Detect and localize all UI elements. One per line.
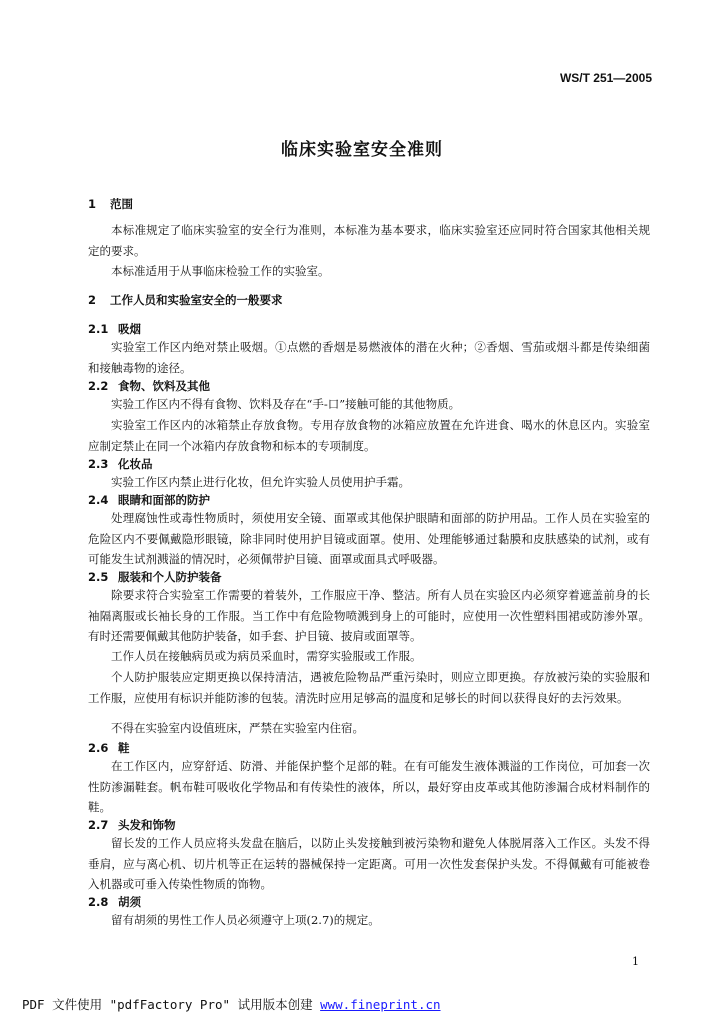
section-title: 服装和个人防护装备 bbox=[118, 570, 222, 584]
paragraph: 处理腐蚀性或毒性物质时，须使用安全镜、面罩或其他保护眼睛和面部的防护用品。工作人员在实验室的危险区内不要佩戴隐形眼镜，除非同时使用护目镜或面罩。使用、处理能够通过黏膜和皮肤感染的试剂，或有可能发生试剂溅溢的情况时，必须佩带护目镜、面罩或面具式呼吸器。 bbox=[88, 511, 650, 566]
section-number: 2.5 bbox=[88, 570, 109, 584]
section-2-4-heading bbox=[88, 492, 210, 508]
section-title: 范围 bbox=[110, 197, 133, 211]
section-title: 鞋 bbox=[118, 741, 130, 755]
paragraph: 实验工作区内禁止进行化妆，但允许实验人员使用护手霜。 bbox=[111, 475, 410, 489]
document-title: 临床实验室安全准则 bbox=[281, 140, 443, 160]
paragraph: 留长发的工作人员应将头发盘在脑后，以防止头发接触到被污染物和避免人体脱屑落入工作区。头发不得垂肩，应与离心机、切片机等正在运转的器械保持一定距离。可用一次性发套保护头发。不得佩戴有可能被卷入机器或可垂入传染性物质的饰物。 bbox=[88, 836, 650, 891]
section-number: 2 bbox=[88, 293, 97, 307]
fineprint-link[interactable]: www.fineprint.cn bbox=[320, 997, 441, 1012]
section-title: 化妆品 bbox=[118, 457, 153, 471]
section-2-8-heading bbox=[88, 894, 141, 910]
section-title: 食物、饮料及其他 bbox=[118, 379, 210, 393]
paragraph: 除要求符合实验室工作需要的着装外，工作服应干净、整洁。所有人员在实验区内必须穿着遮盖前身的长袖隔离服或长袖长身的工作服。当工作中有危险物喷溅到身上的可能时，应使用一次性塑料围裙或防渗外罩。有时还需要佩戴其他防护装备，如手套、护目镜、披肩或面罩等。 bbox=[88, 588, 650, 643]
paragraph: 实验室工作区内的冰箱禁止存放食物。专用存放食物的冰箱应放置在允许进食、喝水的休息区内。实验室应制定禁止在同一个冰箱内存放食物和标本的专项制度。 bbox=[88, 418, 650, 453]
pdf-factory-footer bbox=[22, 995, 441, 1013]
section-title: 胡须 bbox=[118, 895, 141, 909]
section-number: 2.8 bbox=[88, 895, 109, 909]
section-2-5-heading bbox=[88, 569, 222, 585]
footer-text: PDF 文件使用 "pdfFactory Pro" 试用版本创建 bbox=[22, 997, 313, 1012]
paragraph: 实验室工作区内绝对禁止吸烟。①点燃的香烟是易燃液体的潜在火种；②香烟、雪茄或烟斗都是传染细菌和接触毒物的途径。 bbox=[88, 340, 650, 375]
section-title: 吸烟 bbox=[118, 322, 141, 336]
section-number: 2.6 bbox=[88, 741, 109, 755]
section-number: 2.2 bbox=[88, 379, 109, 393]
section-2-6-heading bbox=[88, 740, 130, 756]
page-number: 1 bbox=[632, 955, 639, 968]
section-number: 1 bbox=[88, 197, 97, 211]
section-2-1-heading bbox=[88, 321, 141, 337]
section-number: 2.4 bbox=[88, 493, 109, 507]
paragraph: 不得在实验室内设值班床，严禁在实验室内住宿。 bbox=[111, 721, 364, 735]
section-2-2-heading bbox=[88, 378, 210, 394]
paragraph: 实验工作区内不得有食物、饮料及存在“手-口”接触可能的其他物质。 bbox=[111, 397, 461, 411]
paragraph: 个人防护服装应定期更换以保持清洁，遇被危险物品严重污染时，则应立即更换。存放被污染的实验服和工作服，应使用有标识并能防渗的包装。清洗时应用足够高的温度和足够长的时间以获得良好的去污效果。 bbox=[88, 670, 650, 705]
paragraph: 本标准规定了临床实验室的安全行为准则，本标准为基本要求，临床实验室还应同时符合国家其他相关规定的要求。 bbox=[88, 223, 650, 258]
section-title: 眼睛和面部的防护 bbox=[118, 493, 210, 507]
section-title: 头发和饰物 bbox=[118, 818, 176, 832]
section-1-heading bbox=[88, 196, 133, 212]
document-code: WS/T 251—2005 bbox=[559, 71, 652, 85]
section-title: 工作人员和实验室安全的一般要求 bbox=[110, 293, 283, 307]
paragraph: 在工作区内，应穿舒适、防滑、并能保护整个足部的鞋。在有可能发生液体溅溢的工作岗位，可加套一次性防渗漏鞋套。帆布鞋可吸收化学物品和有传染性的液体，所以，最好穿由皮革或其他防渗漏合成材料制作的鞋。 bbox=[88, 759, 650, 814]
section-number: 2.1 bbox=[88, 322, 109, 336]
section-2-heading bbox=[88, 292, 283, 308]
paragraph: 本标准适用于从事临床检验工作的实验室。 bbox=[111, 264, 330, 278]
paragraph: 留有胡须的男性工作人员必须遵守上项(2.7)的规定。 bbox=[111, 913, 380, 927]
section-2-3-heading bbox=[88, 456, 153, 472]
section-number: 2.3 bbox=[88, 457, 109, 471]
section-2-7-heading bbox=[88, 817, 176, 833]
paragraph: 工作人员在接触病员或为病员采血时，需穿实验服或工作服。 bbox=[111, 649, 422, 663]
section-number: 2.7 bbox=[88, 818, 109, 832]
